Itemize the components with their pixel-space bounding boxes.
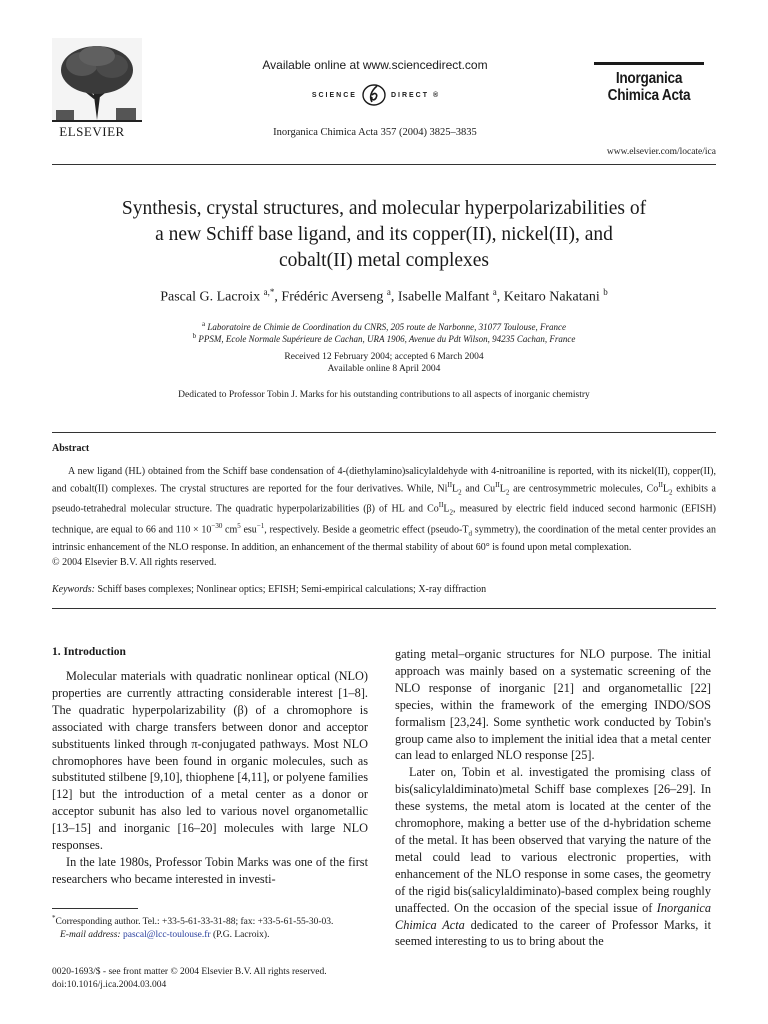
journal-reference: Inorganica Chimica Acta 357 (2004) 3825–3835 <box>273 127 477 138</box>
abstract-segment: L <box>499 482 506 494</box>
journal-title-line-1: Inorganica <box>615 70 683 87</box>
abstract-segment: symmetry), the coordination of the metal center provides an intrinsic enhancement of the NLO response. In addition, an enhancement of the thermal stability of about 60° is found upon metal complexation. <box>52 524 716 553</box>
superscript: II <box>495 480 500 489</box>
article-title-line-3: cobalt(II) metal complexes <box>278 250 490 271</box>
superscript: II <box>658 480 663 489</box>
abstract-segment: exhibits a pseudo-tetrahedral molecular structure. The quadratic hyperpolarizabilities (β) of HL and Co <box>52 482 716 515</box>
subscript: 2 <box>449 508 454 517</box>
footnote <box>52 912 368 941</box>
author-name: Isabelle Malfant <box>397 289 490 305</box>
abstract-segment: L <box>443 503 450 515</box>
journal-title-line-2: Chimica Acta <box>607 87 691 104</box>
author-list: Pascal G. Lacroix $^{a,*}$, Frédéric Averseng $^a$, Isabelle Malfant $^a$, Keitaro Nakatani $^b$ <box>160 287 608 305</box>
abstract-segment: are centrosymmetric molecules, Co <box>509 482 659 494</box>
superscript: 5 <box>237 522 241 531</box>
abstract-segment: L <box>662 482 670 494</box>
available-online-banner[interactable]: Available online at www.sciencedirect.com <box>262 58 488 72</box>
email-note <box>52 929 368 942</box>
elsevier-tree-logo <box>52 38 142 138</box>
article-title-line-1: Synthesis, crystal structures, and molecular hyperpolarizabilities of <box>121 198 647 219</box>
abstract-heading: Abstract <box>52 443 90 454</box>
superscript: II <box>447 480 453 489</box>
corresponding-author-note <box>52 912 368 929</box>
sciencedirect-left-word: SCIENCE <box>311 91 357 99</box>
received-date: Received 12 February 2004; accepted 6 March 2004 <box>284 352 484 362</box>
abstract-top-rule <box>52 432 716 433</box>
author-affiliation-mark: a <box>492 287 497 297</box>
dedication: Dedicated to Professor Tobin J. Marks for his outstanding contributions to all aspects of inorganic chemistry <box>178 390 590 400</box>
paragraph-segment: dedicated to the career of Professor Marks, it seemed interesting to us to bring about the <box>395 917 711 949</box>
article-title-line-2: a new Schiff base ligand, and its copper(II), nickel(II), and <box>155 224 613 245</box>
abstract-segment: esu <box>240 524 257 536</box>
abstract-segment: and Cu <box>461 482 496 494</box>
footnote-mark: * <box>52 914 56 922</box>
article-title <box>52 196 716 274</box>
right-column <box>395 646 711 950</box>
keywords-label: Keywords: <box>52 584 95 595</box>
author-affiliation-mark: a,* <box>263 287 275 297</box>
abstract-bottom-rule <box>52 608 716 609</box>
author-name: Keitaro Nakatani <box>503 289 600 305</box>
abstract-segment: , respectively. Beside a geometric effect (pseudo-T <box>264 524 469 536</box>
footnote-rule <box>52 908 138 909</box>
author-name: Pascal G. Lacroix <box>160 289 261 305</box>
abstract-segment: cm <box>222 524 238 536</box>
paragraph: Molecular materials with quadratic nonlinear optical (NLO) properties are currently attracting considerable interest [1–8]. The quadratic hyperpolarizability (β) of a chromophore is associated with charge transfers between donor and acceptor substituents linked through π-conjugated pathways. Most NLO chromophores have been found in organic molecules, such as substituted stilbene [9,10], thiophene [4,11], or polyene families [12] but the introduction of a metal center as a donor or acceptor subunit has also led to various novel organometallic [13–15] and inorganic [16–20] molecules with large NLO responses. <box>52 669 368 853</box>
affiliation-mark: a <box>201 320 206 328</box>
subscript: 2 <box>669 487 673 496</box>
superscript: II <box>438 501 444 510</box>
sciencedirect-right-word: DIRECT <box>390 91 429 99</box>
online-date: Available online 8 April 2004 <box>327 364 441 374</box>
abstract-copyright: © 2004 Elsevier B.V. All rights reserved. <box>52 557 217 568</box>
front-matter-info <box>52 966 382 991</box>
superscript: −30 <box>211 522 223 531</box>
paragraph-segment: Later on, Tobin et al. investigated the promising class of bis(salicylaldiminato)metal Schiff base complexes [26–29]. In these systems, the metal atom is located at the center of the chromophore, making a better use of the d-hybridation scheme of the metal. It has been observed that varying the nature of the metal could lead to various electronic properties, with enhancement of the NLO response in some cases, the geometry of the rigid bis(salicylaldiminato)-based complex being roughly unaffected. On the occasion of the special issue of <box>395 765 711 915</box>
abstract-text <box>52 465 716 554</box>
journal-title-bar <box>594 62 704 65</box>
paragraph <box>395 764 711 950</box>
author-affiliation-mark: a <box>386 287 391 297</box>
journal-url-link[interactable]: www.elsevier.com/locate/ica <box>606 147 716 157</box>
subscript: d <box>468 529 472 538</box>
corresponding-text: Corresponding author. Tel.: +33-5-61-33-31-88; fax: +33-5-61-55-30-03. <box>55 917 334 928</box>
superscript: −1 <box>256 522 265 531</box>
article-dates <box>52 351 716 375</box>
affiliation-text: Laboratoire de Chimie de Coordination du CNRS, 205 route de Narbonne, 31077 Toulouse, France <box>207 322 567 332</box>
affiliation-text: PPSM, Ecole Normale Supérieure de Cachan, URA 1906, Avenue du Pdt Wilson, 94235 Cachan, France <box>198 334 576 344</box>
email-suffix: (P.G. Lacroix). <box>210 929 270 940</box>
registered-mark: ® <box>433 91 441 99</box>
keywords <box>52 584 716 595</box>
subscript: 2 <box>458 487 462 496</box>
author-name: Frédéric Averseng <box>281 289 384 305</box>
subscript: 2 <box>505 487 510 496</box>
email-label: E-mail address: <box>60 929 121 940</box>
paragraph: In the late 1980s, Professor Tobin Marks was one of the first researchers who became interested in investi- <box>52 854 368 886</box>
affiliation-mark: b <box>192 332 197 340</box>
section-heading: 1. Introduction <box>52 646 126 658</box>
abstract-segment: , measured by electric field induced second harmonic (EFISH) technique, are equal to 66 and 110 × 10 <box>52 503 716 536</box>
journal-name-italic: Inorganica Chimica Acta <box>395 900 711 932</box>
header-divider <box>52 164 716 165</box>
sciencedirect-d-icon <box>361 83 387 107</box>
doi-line[interactable]: doi:10.1016/j.ica.2004.03.004 <box>52 979 167 990</box>
left-column <box>52 668 368 888</box>
author-affiliation-mark: b <box>603 287 608 297</box>
affiliation-a <box>52 320 716 332</box>
publisher-name: ELSEVIER <box>59 124 125 139</box>
issn-line: 0020-1693/$ - see front matter © 2004 Elsevier B.V. All rights reserved. <box>52 967 327 977</box>
paragraph: gating metal–organic structures for NLO purpose. The initial approach was mainly based on a systematic screening of the NLO response of inorganic [21] and organometallic [22] species, within the framework of the emerging INDO/SOS formalism [23,24]. Some synthetic work conducted by Tobin's group came also to implement the initial idea that a metal center can lead to enlarged NLO response [25]. <box>395 647 711 763</box>
email-link[interactable]: pascal@lcc-toulouse.fr <box>122 929 211 940</box>
sciencedirect-logo <box>246 82 506 108</box>
journal-title <box>597 70 701 104</box>
abstract-segment: A new ligand (HL) obtained from the Schiff base condensation of 4-(diethylamino)salicylaldehyde with 4-nitroaniline is reported, with its nickel(II), copper(II), and cobalt(II) complexes. The crystal structures are reported for the four derivatives. While, Ni <box>52 466 716 494</box>
abstract-segment: L <box>452 482 459 494</box>
affiliation-b <box>52 332 716 344</box>
keywords-list: Schiff bases complexes; Nonlinear optics; EFISH; Semi-empirical calculations; X-ray diffraction <box>97 584 487 595</box>
